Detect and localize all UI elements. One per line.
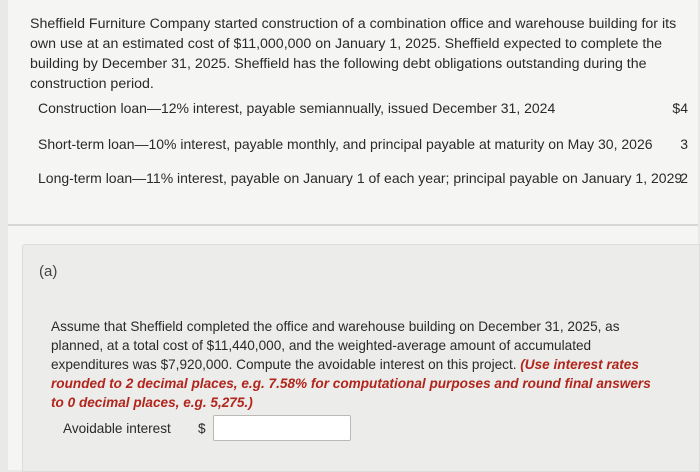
currency-symbol: $ bbox=[198, 421, 206, 436]
instruction-text: Assume that Sheffield completed the office and warehouse building on December 31, 2025, as planned, at a total cost of $11,440,000, and the weighted-average amount of accumulated expenditures was $7,920,000. Compute the avoidable interest on this project. bbox=[51, 319, 620, 372]
loan-amount: 3 bbox=[680, 136, 688, 152]
list-item bbox=[38, 100, 698, 120]
loan-description: Construction loan—12% interest, payable semiannually, issued December 31, 2024 bbox=[38, 100, 556, 116]
problem-statement: Sheffield Furniture Company started construction of a combination office and warehouse building for its own use at an estimated cost of $11,000,000 on January 1, 2025. Sheffield expected to complete the building by December 31, 2025. Sheffield has the following debt obligations outstanding during the construction period. bbox=[30, 16, 677, 92]
problem-page bbox=[8, 0, 698, 470]
answer-label: Avoidable interest bbox=[63, 421, 171, 436]
list-item bbox=[38, 136, 698, 156]
loan-description: Short-term loan—10% interest, payable monthly, and principal payable at maturity on May 30, 2026 bbox=[38, 136, 653, 152]
loan-amount: 2 bbox=[680, 170, 688, 186]
part-a-panel bbox=[22, 244, 700, 472]
part-instructions bbox=[51, 317, 666, 412]
part-label: (a) bbox=[39, 263, 58, 280]
loan-description: Long-term loan—11% interest, payable on January 1 of each year; principal payable on January 1, 2029 bbox=[38, 170, 683, 186]
list-item bbox=[38, 170, 698, 190]
answer-row bbox=[63, 411, 383, 441]
loan-amount: $4 bbox=[672, 100, 688, 116]
rounding-instruction: (Use interest rates rounded to 2 decimal places, e.g. 7.58% for computational purposes and round final answers to 0 decimal places, e.g. 5,275.) bbox=[51, 357, 651, 410]
avoidable-interest-input[interactable] bbox=[213, 415, 351, 441]
section-divider bbox=[8, 224, 698, 226]
